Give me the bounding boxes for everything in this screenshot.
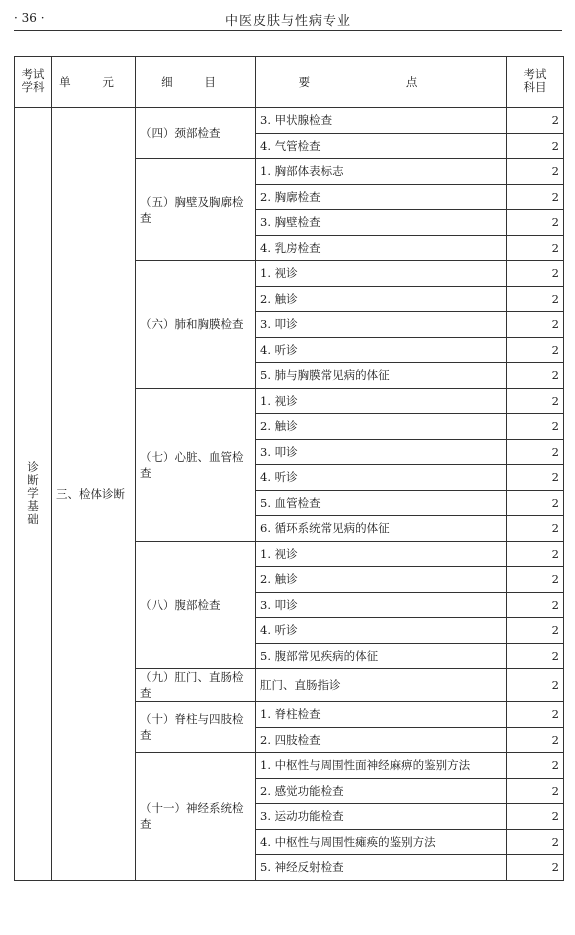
point-cell: 6. 循环系统常见病的体征 xyxy=(256,516,507,542)
level-cell: 2 xyxy=(507,133,564,159)
level-cell: 2 xyxy=(507,210,564,236)
point-cell: 4. 听诊 xyxy=(256,465,507,491)
unit-cell: 三、检体诊断 xyxy=(52,108,136,881)
point-cell: 5. 肺与胸膜常见病的体征 xyxy=(256,363,507,389)
level-cell: 2 xyxy=(507,855,564,881)
detail-cell: （九）肛门、直肠检查 xyxy=(136,669,256,702)
subject-text: 诊断学基础 xyxy=(27,459,39,526)
point-cell: 2. 四肢检查 xyxy=(256,727,507,753)
point-cell: 3. 叩诊 xyxy=(256,312,507,338)
detail-cell: （七）心脏、血管检查 xyxy=(136,388,256,541)
level-cell: 2 xyxy=(507,388,564,414)
level-cell: 2 xyxy=(507,516,564,542)
level-cell: 2 xyxy=(507,108,564,134)
point-cell: 2. 触诊 xyxy=(256,414,507,440)
page-number: · 36 · xyxy=(14,11,45,25)
col-header-unit: 单 元 xyxy=(52,57,136,108)
level-cell: 2 xyxy=(507,804,564,830)
col-header-level: 考试科目 xyxy=(507,57,564,108)
col-header-subject: 考试学科 xyxy=(15,57,52,108)
point-cell: 2. 触诊 xyxy=(256,567,507,593)
point-cell: 3. 甲状腺检查 xyxy=(256,108,507,134)
point-cell: 4. 中枢性与周围性瘫痪的鉴别方法 xyxy=(256,829,507,855)
point-cell: 2. 感觉功能检查 xyxy=(256,778,507,804)
point-cell: 4. 听诊 xyxy=(256,618,507,644)
detail-cell: （八）腹部检查 xyxy=(136,541,256,669)
point-cell: 5. 腹部常见疾病的体征 xyxy=(256,643,507,669)
table-body xyxy=(15,108,564,881)
point-cell: 1. 中枢性与周围性面神经麻痹的鉴别方法 xyxy=(256,753,507,779)
level-cell: 2 xyxy=(507,490,564,516)
point-cell: 5. 血管检查 xyxy=(256,490,507,516)
point-cell: 1. 胸部体表标志 xyxy=(256,159,507,185)
page-header xyxy=(14,8,562,31)
level-cell: 2 xyxy=(507,184,564,210)
level-cell: 2 xyxy=(507,439,564,465)
level-cell: 2 xyxy=(507,261,564,287)
level-cell: 2 xyxy=(507,829,564,855)
point-cell: 3. 胸壁检查 xyxy=(256,210,507,236)
point-cell: 肛门、直肠指诊 xyxy=(256,669,507,702)
level-cell: 2 xyxy=(507,235,564,261)
level-cell: 2 xyxy=(507,592,564,618)
point-cell: 4. 听诊 xyxy=(256,337,507,363)
point-cell: 3. 叩诊 xyxy=(256,592,507,618)
table-header-row xyxy=(15,57,564,108)
detail-cell: （十）脊柱与四肢检查 xyxy=(136,702,256,753)
subject-cell xyxy=(15,108,52,881)
point-cell: 2. 胸廓检查 xyxy=(256,184,507,210)
point-cell: 3. 运动功能检查 xyxy=(256,804,507,830)
col-header-detail: 细 目 xyxy=(136,57,256,108)
level-cell: 2 xyxy=(507,159,564,185)
point-cell: 3. 叩诊 xyxy=(256,439,507,465)
level-cell: 2 xyxy=(507,337,564,363)
detail-cell: （六）肺和胸膜检查 xyxy=(136,261,256,389)
level-cell: 2 xyxy=(507,567,564,593)
point-cell: 4. 乳房检查 xyxy=(256,235,507,261)
col-header-points: 要 点 xyxy=(256,57,507,108)
point-cell: 4. 气管检查 xyxy=(256,133,507,159)
level-cell: 2 xyxy=(507,414,564,440)
point-cell: 1. 视诊 xyxy=(256,388,507,414)
level-cell: 2 xyxy=(507,618,564,644)
level-cell: 2 xyxy=(507,669,564,702)
level-cell: 2 xyxy=(507,286,564,312)
detail-cell: （十一）神经系统检查 xyxy=(136,753,256,881)
level-cell: 2 xyxy=(507,643,564,669)
level-cell: 2 xyxy=(507,465,564,491)
detail-cell: （四）颈部检查 xyxy=(136,108,256,159)
level-cell: 2 xyxy=(507,312,564,338)
syllabus-table xyxy=(14,56,564,881)
level-cell: 2 xyxy=(507,727,564,753)
point-cell: 1. 视诊 xyxy=(256,541,507,567)
level-cell: 2 xyxy=(507,702,564,728)
detail-cell: （五）胸壁及胸廓检查 xyxy=(136,159,256,261)
point-cell: 1. 脊柱检查 xyxy=(256,702,507,728)
page-title: 中医皮肤与性病专业 xyxy=(224,14,351,29)
level-cell: 2 xyxy=(507,363,564,389)
point-cell: 2. 触诊 xyxy=(256,286,507,312)
level-cell: 2 xyxy=(507,753,564,779)
point-cell: 5. 神经反射检查 xyxy=(256,855,507,881)
point-cell: 1. 视诊 xyxy=(256,261,507,287)
level-cell: 2 xyxy=(507,778,564,804)
table-row xyxy=(15,108,564,134)
level-cell: 2 xyxy=(507,541,564,567)
